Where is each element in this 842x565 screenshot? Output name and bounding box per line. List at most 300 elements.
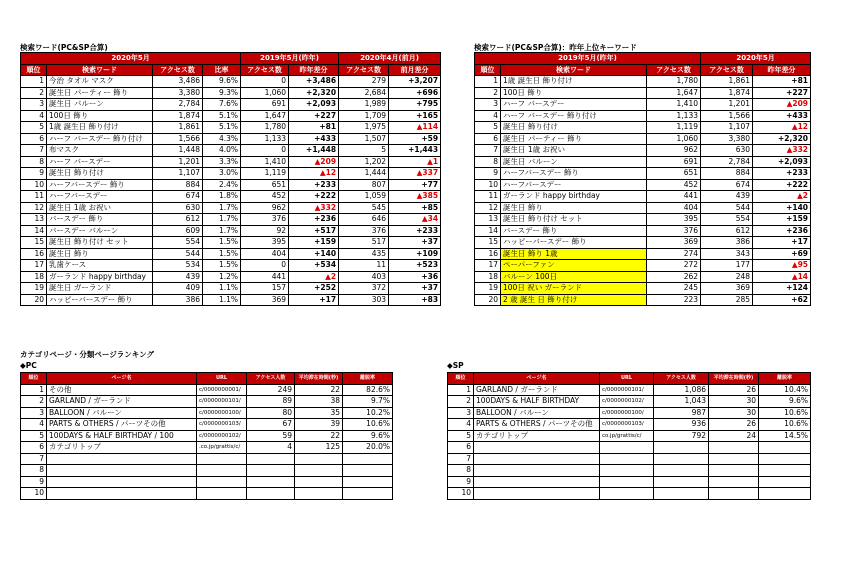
left-group-header-current: 2020年5月 <box>21 53 241 65</box>
table-cell: 誕生日 パーティー 飾り <box>47 87 153 99</box>
table-cell: +252 <box>289 283 339 295</box>
table-cell: 10.4% <box>759 384 811 396</box>
table-cell: 646 <box>339 214 389 226</box>
table-row <box>21 202 441 214</box>
table-cell: +222 <box>289 191 339 203</box>
table-cell: .co.jp/grattis/c/ <box>197 442 247 454</box>
table-cell: +233 <box>753 168 811 180</box>
table-cell: 誕生日 パーティー 飾り <box>501 133 647 145</box>
table-cell: ▲209 <box>289 156 339 168</box>
table-cell: 10 <box>475 179 501 191</box>
table-cell <box>47 465 197 477</box>
table-cell <box>759 488 811 500</box>
table-cell: 544 <box>701 202 753 214</box>
table-cell: 1,874 <box>701 87 753 99</box>
table-cell: 2 歳 誕生 日 飾り付け <box>501 294 647 306</box>
table-cell: 4 <box>247 442 295 454</box>
table-cell: 10.6% <box>759 419 811 431</box>
table-row <box>475 283 811 295</box>
table-cell: 誕生日 飾り付け セット <box>501 214 647 226</box>
table-cell: 177 <box>701 260 753 272</box>
table-row <box>448 396 811 408</box>
table-row <box>21 419 393 431</box>
table-cell: 5 <box>448 430 474 442</box>
table-cell <box>600 488 654 500</box>
table-cell: +236 <box>289 214 339 226</box>
table-cell: ハーフバースデー <box>47 191 153 203</box>
table-cell: 1.8% <box>203 191 241 203</box>
table-cell: PARTS & OTHERS / パーツその他 <box>474 419 600 431</box>
table-cell: 3 <box>475 99 501 111</box>
table-cell: ▲209 <box>753 99 811 111</box>
table-cell: 554 <box>153 237 203 249</box>
table-cell: 13 <box>21 214 47 226</box>
table-row <box>21 214 441 226</box>
table-cell <box>600 442 654 454</box>
table-cell: +433 <box>289 133 339 145</box>
table-cell <box>654 465 709 477</box>
table-cell: 691 <box>241 99 289 111</box>
table-cell: +2,093 <box>753 156 811 168</box>
table-cell: 11 <box>21 191 47 203</box>
table-cell: ハーフバースデー <box>501 179 647 191</box>
table-row <box>21 294 441 306</box>
table-cell: 4 <box>21 110 47 122</box>
table-cell: 1,043 <box>654 396 709 408</box>
right-group-header-lastyear: 2019年5月(昨年) <box>475 53 701 65</box>
table-cell: 10.6% <box>759 407 811 419</box>
table-row <box>475 110 811 122</box>
right-search-title: 検索ワード(PC&SP合算)：昨年上位キーワード <box>474 43 637 52</box>
table-row <box>21 430 393 442</box>
table-cell: +59 <box>389 133 441 145</box>
table-row <box>448 442 811 454</box>
pc-category-table <box>20 372 393 500</box>
table-cell: 1,410 <box>647 99 701 111</box>
sp-category-body <box>448 384 811 499</box>
table-cell: 1,202 <box>339 156 389 168</box>
table-cell: 1,861 <box>153 122 203 134</box>
table-cell: 今治 タオル マスク <box>47 76 153 88</box>
col-header: 平均滞在時間(秒) <box>295 373 343 385</box>
table-cell: その他 <box>47 384 197 396</box>
table-cell: +37 <box>389 283 441 295</box>
table-cell: 1.2% <box>203 271 241 283</box>
table-cell: GARLAND / ガーランド <box>474 384 600 396</box>
table-cell: 1,780 <box>647 76 701 88</box>
table-cell: 布マスク <box>47 145 153 157</box>
col-header: 離脱率 <box>343 373 393 385</box>
table-cell: 441 <box>241 271 289 283</box>
table-cell: 8 <box>475 156 501 168</box>
right-search-body <box>475 76 811 306</box>
table-cell: ▲114 <box>389 122 441 134</box>
table-cell: +233 <box>289 179 339 191</box>
table-cell: 6 <box>21 133 47 145</box>
table-cell: c/0000000100/ <box>600 407 654 419</box>
table-cell: 3.0% <box>203 168 241 180</box>
table-cell: 1,060 <box>241 87 289 99</box>
table-cell: c/0000000001/ <box>197 384 247 396</box>
table-cell: +17 <box>753 237 811 249</box>
table-cell: 386 <box>701 237 753 249</box>
left-group-header-lastyear: 2019年5月(昨年) <box>241 53 339 65</box>
table-cell: 1.5% <box>203 260 241 272</box>
table-cell: 4.0% <box>203 145 241 157</box>
table-cell: +227 <box>289 110 339 122</box>
table-cell: 誕生日 バルーン <box>501 156 647 168</box>
table-cell: 100DAYS & HALF BIRTHDAY <box>474 396 600 408</box>
table-cell: 100日 祝い ガーランド <box>501 283 647 295</box>
table-cell: 609 <box>153 225 203 237</box>
table-cell <box>343 453 393 465</box>
table-cell: 157 <box>241 283 289 295</box>
table-cell: 誕生日 1歳 お祝い <box>501 145 647 157</box>
table-cell: 16 <box>475 248 501 260</box>
table-cell: 17 <box>475 260 501 272</box>
table-cell: 1歳 誕生日 飾り付け <box>47 122 153 134</box>
table-cell: +1,443 <box>389 145 441 157</box>
table-cell: 691 <box>647 156 701 168</box>
col-header: URL <box>600 373 654 385</box>
table-cell: 303 <box>339 294 389 306</box>
table-row <box>475 237 811 249</box>
table-cell: +69 <box>753 248 811 260</box>
table-cell: 59 <box>247 430 295 442</box>
col-header: アクセス数 <box>153 64 203 76</box>
right-group-header-current: 2020年5月 <box>701 53 811 65</box>
table-row <box>475 214 811 226</box>
table-cell: +37 <box>389 237 441 249</box>
table-cell: 9 <box>448 476 474 488</box>
table-cell: 1,566 <box>153 133 203 145</box>
table-cell: 404 <box>647 202 701 214</box>
table-cell: 674 <box>701 179 753 191</box>
table-cell: co.jp/grattis/c/ <box>600 430 654 442</box>
table-cell: 376 <box>647 225 701 237</box>
table-cell: 9 <box>475 168 501 180</box>
table-cell: +227 <box>753 87 811 99</box>
table-row <box>475 248 811 260</box>
table-cell: +109 <box>389 248 441 260</box>
table-cell: GARLAND / ガーランド <box>47 396 197 408</box>
table-cell: 651 <box>647 168 701 180</box>
table-cell <box>759 453 811 465</box>
table-cell: 0 <box>241 76 289 88</box>
table-cell: ハーフバースデー 飾り <box>47 179 153 191</box>
table-cell <box>295 488 343 500</box>
table-cell: 1,201 <box>701 99 753 111</box>
table-cell: バースデー 飾り <box>47 214 153 226</box>
table-cell: 4 <box>21 419 47 431</box>
table-cell: 395 <box>647 214 701 226</box>
table-cell <box>759 442 811 454</box>
table-cell: 19 <box>475 283 501 295</box>
table-row <box>21 442 393 454</box>
table-cell: 534 <box>153 260 203 272</box>
table-cell: バースデー 飾り <box>501 225 647 237</box>
table-cell: 5 <box>21 122 47 134</box>
table-cell: 22 <box>295 384 343 396</box>
table-cell: 274 <box>647 248 701 260</box>
table-cell: 2.4% <box>203 179 241 191</box>
table-cell: +2,093 <box>289 99 339 111</box>
table-cell <box>600 453 654 465</box>
table-row <box>21 476 393 488</box>
table-cell <box>474 453 600 465</box>
table-cell: 376 <box>241 214 289 226</box>
col-header: 順位 <box>21 373 47 385</box>
table-cell: 14 <box>21 225 47 237</box>
table-cell: 5 <box>21 430 47 442</box>
table-row <box>475 294 811 306</box>
table-cell: 誕生日 飾り付け <box>501 122 647 134</box>
table-cell: 1,086 <box>654 384 709 396</box>
table-cell: 1,410 <box>241 156 289 168</box>
table-row <box>21 191 441 203</box>
table-row <box>21 237 441 249</box>
table-row <box>21 122 441 134</box>
table-cell: 395 <box>241 237 289 249</box>
table-cell: +140 <box>289 248 339 260</box>
table-cell: 17 <box>21 260 47 272</box>
table-cell: PARTS & OTHERS / パーツその他 <box>47 419 197 431</box>
table-cell: 誕生日 飾り 1歳 <box>501 248 647 260</box>
table-cell: BALLOON / バルーン <box>47 407 197 419</box>
table-cell: ペーパーファン <box>501 260 647 272</box>
table-cell: +81 <box>289 122 339 134</box>
table-cell: 630 <box>701 145 753 157</box>
table-cell: 1.7% <box>203 214 241 226</box>
left-search-title: 検索ワード(PC&SP合算) <box>20 43 108 52</box>
table-cell <box>295 465 343 477</box>
col-header: アクセス人数 <box>654 373 709 385</box>
table-cell: 5.1% <box>203 122 241 134</box>
table-cell: 452 <box>647 179 701 191</box>
table-cell: BALLOON / バルーン <box>474 407 600 419</box>
table-cell <box>759 465 811 477</box>
table-cell <box>295 476 343 488</box>
table-cell: 2 <box>21 396 47 408</box>
table-cell <box>709 442 759 454</box>
table-cell: 8 <box>21 156 47 168</box>
table-cell: 285 <box>701 294 753 306</box>
table-cell: 2 <box>475 87 501 99</box>
table-cell: 1 <box>21 76 47 88</box>
table-cell: 372 <box>339 283 389 295</box>
table-cell <box>600 476 654 488</box>
table-cell: 1,201 <box>153 156 203 168</box>
table-row <box>21 76 441 88</box>
table-cell: 誕生日 飾り付け セット <box>47 237 153 249</box>
table-cell: ガーランド happy birthday <box>501 191 647 203</box>
table-cell: 9 <box>21 168 47 180</box>
table-cell: +3,207 <box>389 76 441 88</box>
table-cell <box>654 453 709 465</box>
table-cell: 9.3% <box>203 87 241 99</box>
table-cell: 10.6% <box>343 419 393 431</box>
table-cell: 1,647 <box>647 87 701 99</box>
table-cell: 0 <box>241 145 289 157</box>
table-cell: c/0000000103/ <box>600 419 654 431</box>
table-row <box>21 283 441 295</box>
table-cell: 439 <box>701 191 753 203</box>
table-cell <box>709 465 759 477</box>
table-cell: 2,784 <box>153 99 203 111</box>
table-cell: ハッピーバースデー 飾り <box>501 237 647 249</box>
table-cell <box>474 476 600 488</box>
table-cell <box>197 488 247 500</box>
table-cell <box>247 453 295 465</box>
table-cell: 884 <box>701 168 753 180</box>
table-cell: 20 <box>21 294 47 306</box>
table-cell: 30 <box>709 407 759 419</box>
right-search-table <box>474 52 811 306</box>
table-cell: 807 <box>339 179 389 191</box>
table-cell: 38 <box>295 396 343 408</box>
table-cell <box>47 476 197 488</box>
table-cell: +36 <box>389 271 441 283</box>
table-cell: 262 <box>647 271 701 283</box>
table-row <box>448 488 811 500</box>
table-cell: c/0000000102/ <box>197 430 247 442</box>
table-row <box>21 99 441 111</box>
table-row <box>448 430 811 442</box>
table-cell: 30 <box>709 396 759 408</box>
table-cell <box>654 476 709 488</box>
table-cell: 26 <box>709 384 759 396</box>
table-cell: 1,709 <box>339 110 389 122</box>
table-cell: 1 <box>448 384 474 396</box>
table-cell: 3 <box>448 407 474 419</box>
table-cell: 7.6% <box>203 99 241 111</box>
table-cell: 1,133 <box>241 133 289 145</box>
table-cell: 7 <box>21 145 47 157</box>
sp-label: ◆SP <box>447 361 464 370</box>
table-cell <box>343 488 393 500</box>
table-cell: 10.2% <box>343 407 393 419</box>
table-cell: 19 <box>21 283 47 295</box>
col-header: 平均滞在時間(秒) <box>709 373 759 385</box>
table-cell: 乳歯ケース <box>47 260 153 272</box>
table-cell: 1,448 <box>153 145 203 157</box>
table-cell: 439 <box>153 271 203 283</box>
table-cell: 8 <box>21 465 47 477</box>
table-cell: 82.6% <box>343 384 393 396</box>
table-cell: 3.3% <box>203 156 241 168</box>
table-cell: 1,874 <box>153 110 203 122</box>
col-header: URL <box>197 373 247 385</box>
table-cell: 6 <box>448 442 474 454</box>
table-cell: 0 <box>241 260 289 272</box>
table-row <box>21 179 441 191</box>
table-cell <box>600 465 654 477</box>
table-row <box>21 156 441 168</box>
table-cell: 1.1% <box>203 294 241 306</box>
table-cell <box>247 488 295 500</box>
table-cell <box>247 476 295 488</box>
table-cell: 3,486 <box>153 76 203 88</box>
table-cell: 403 <box>339 271 389 283</box>
table-cell: 1,119 <box>647 122 701 134</box>
table-cell: 89 <box>247 396 295 408</box>
table-cell <box>709 488 759 500</box>
table-cell: 1,444 <box>339 168 389 180</box>
table-cell: 100日 飾り <box>47 110 153 122</box>
table-cell: 1,861 <box>701 76 753 88</box>
table-cell: 誕生日 1歳 お祝い <box>47 202 153 214</box>
table-cell: +233 <box>389 225 441 237</box>
table-cell: 3,380 <box>153 87 203 99</box>
table-cell: 22 <box>295 430 343 442</box>
table-cell: 125 <box>295 442 343 454</box>
table-cell: 1,119 <box>241 168 289 180</box>
table-cell: 9.6% <box>203 76 241 88</box>
table-cell: 441 <box>647 191 701 203</box>
col-header: 順位 <box>448 373 474 385</box>
table-cell: 1,133 <box>647 110 701 122</box>
table-cell: 452 <box>241 191 289 203</box>
table-cell: +534 <box>289 260 339 272</box>
table-row <box>21 271 441 283</box>
table-cell: ハーフ バースデー 飾り付け <box>501 110 647 122</box>
table-cell: 11 <box>475 191 501 203</box>
pc-category-body <box>21 384 393 499</box>
table-row <box>448 453 811 465</box>
table-cell: ▲2 <box>289 271 339 283</box>
table-row <box>475 76 811 88</box>
table-cell: 24 <box>709 430 759 442</box>
table-row <box>448 384 811 396</box>
table-cell: 369 <box>241 294 289 306</box>
table-row <box>475 145 811 157</box>
table-cell: 369 <box>647 237 701 249</box>
left-search-body <box>21 76 441 306</box>
table-cell: 6 <box>475 133 501 145</box>
table-cell: +2,320 <box>753 133 811 145</box>
table-cell: 1,647 <box>241 110 289 122</box>
table-cell: 279 <box>339 76 389 88</box>
table-cell <box>474 488 600 500</box>
table-cell: 14 <box>475 225 501 237</box>
table-cell: カテゴリトップ <box>474 430 600 442</box>
table-cell: 936 <box>654 419 709 431</box>
table-cell: 987 <box>654 407 709 419</box>
table-cell: 517 <box>339 237 389 249</box>
table-cell: 14.5% <box>759 430 811 442</box>
table-row <box>448 419 811 431</box>
table-row <box>475 99 811 111</box>
table-cell: ▲385 <box>389 191 441 203</box>
col-header: アクセス数 <box>241 64 289 76</box>
table-cell: +523 <box>389 260 441 272</box>
table-cell: 1.7% <box>203 225 241 237</box>
table-cell: +62 <box>753 294 811 306</box>
table-cell: +124 <box>753 283 811 295</box>
table-row <box>475 87 811 99</box>
table-cell: 2,784 <box>701 156 753 168</box>
table-cell: c/0000000101/ <box>600 384 654 396</box>
table-cell: ▲337 <box>389 168 441 180</box>
table-cell: 674 <box>153 191 203 203</box>
table-row <box>475 156 811 168</box>
col-header: 検索ワード <box>47 64 153 76</box>
table-cell: 10 <box>21 179 47 191</box>
table-cell: 962 <box>647 145 701 157</box>
table-cell: +85 <box>389 202 441 214</box>
table-cell <box>759 476 811 488</box>
col-header: アクセス数 <box>701 64 753 76</box>
